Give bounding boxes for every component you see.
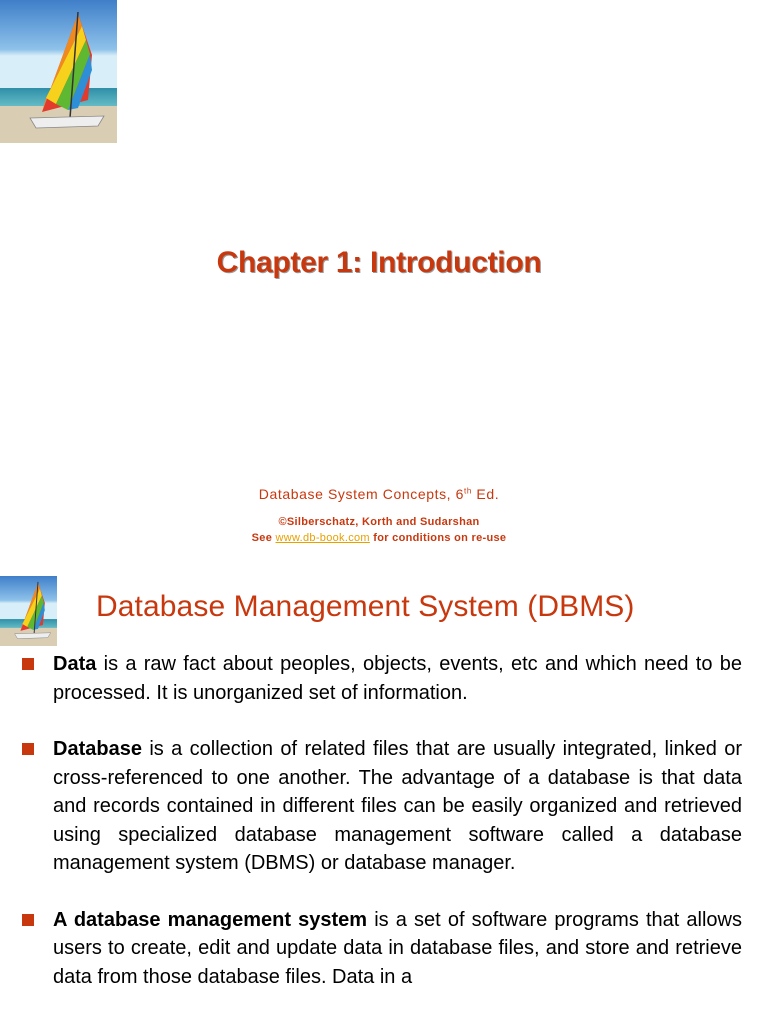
bullet-item [22,735,742,878]
edition-superscript: th [464,486,472,496]
bullet-text: is a raw fact about peoples, objects, events, etc and which need to be processed. It is unorganized set of information. [53,653,742,704]
see-suffix: for conditions on re-use [369,532,507,544]
book-title: Database System Concepts, 6 [258,486,465,502]
copyright-line: ©Silberschatz, Korth and Sudarshan [278,516,480,528]
db-book-link[interactable]: www.db-book.com [275,532,370,544]
bullet-item [22,906,742,992]
bullet-text: is a collection of related files that are usually integrated, linked or cross-referenced to one another. The advantage of a database is that data and records contained in different files can be easily organized and retrieved using specialized database management software called a database management system (DBMS) or database manager. [53,738,742,874]
see-prefix: See [251,532,276,544]
bullet-square-icon [22,743,34,755]
bullet-list [22,650,742,1019]
slide-title: Database Management System (DBMS) [96,590,635,623]
reuse-line [0,530,758,546]
bullet-square-icon [22,658,34,670]
edition-suffix: Ed [471,486,495,502]
bullet-square-icon [22,914,34,926]
chapter-title: Chapter 1: Introduction [216,246,542,279]
sailboat-logo [0,0,117,143]
sailboat-logo-small [0,576,57,646]
book-citation: Database System Concepts, 6th Ed. [258,486,500,502]
bullet-term: Data [53,653,97,675]
copyright-block [0,514,758,546]
bullet-item [22,650,742,707]
bullet-text: is a set of software programs that allows users to create, edit and update data in database files, and store and retrieve data from those database files. Data in a [53,908,743,988]
bullet-term: A database management system [53,908,368,931]
bullet-term: Database [53,738,142,760]
